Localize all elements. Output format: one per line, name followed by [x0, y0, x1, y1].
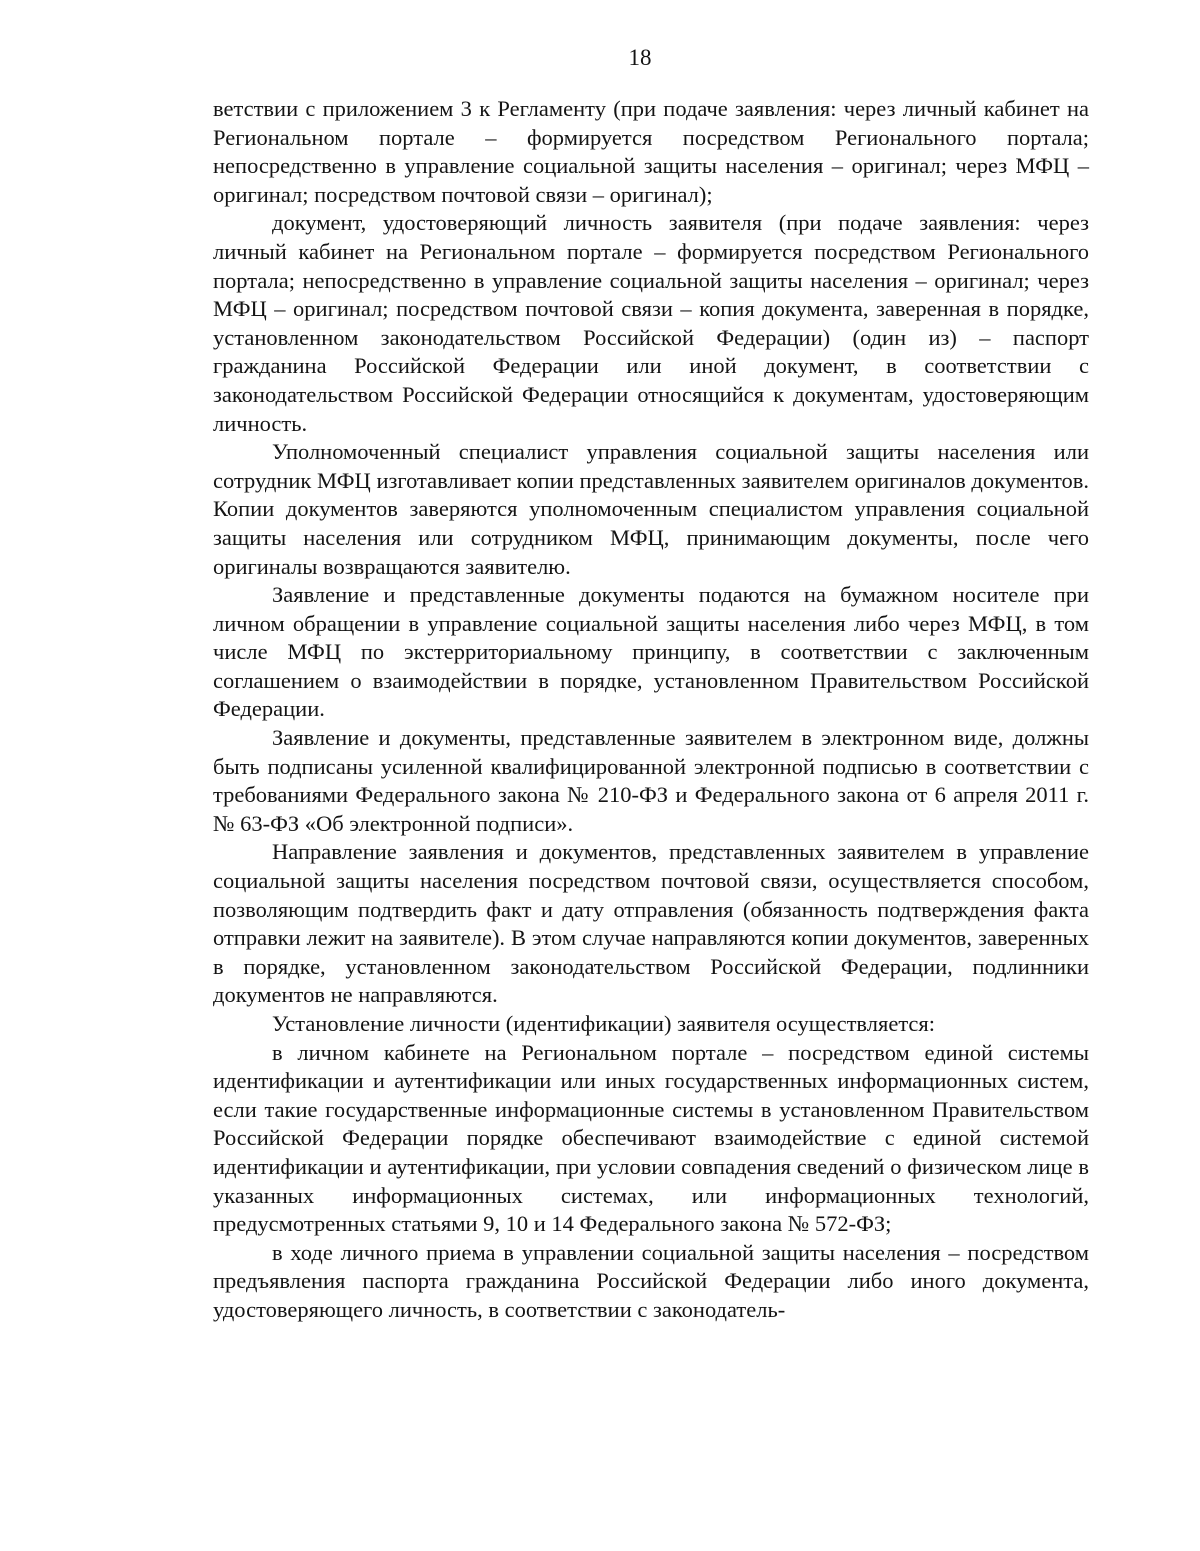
paragraph-identification-in-person: в ходе личного приема в управлении социальной защиты населения – посредством предъявления паспорта гражданина Российской Федерации либо иного документа, удостоверяющего личность, в соответствии с законодатель- — [213, 1239, 1089, 1322]
paragraph-postal-submission: Направление заявления и документов, представленных заявителем в управление социальной защиты населения посредством почтовой связи, осуществляется способом, позволяющим подтвердить факт и дату отправления (обязанность подтверждения факта отправки лежит на заявителе). В этом случае направляются копии документов, заверенных в порядке, установленном законодательством Российской Федерации, подлинники документов не направляются. — [213, 839, 1089, 1008]
paragraph-electronic-signature: Заявление и документы, представленные заявителем в электронном виде, должны быть подписаны усиленной квалифицированной электронной подписью в соответствии с требованиями Федерального закона № 210-ФЗ и Федерального закона от 6 апреля 2011 г. № 63-ФЗ «Об электронной подписи». — [213, 725, 1089, 836]
paragraph-continuation: ветствии с приложением 3 к Регламенту (при подаче заявления: через личный кабинет на Региональном портале – формируется посредством Регионального портала; непосредственно в управление социальной защиты населения – оригинал; через МФЦ – оригинал; посредством почтовой связи – оригинал); — [213, 96, 1089, 207]
paragraph-paper-submission: Заявление и представленные документы подаются на бумажном носителе при личном обращении в управление социальной защиты населения либо через МФЦ, в том числе МФЦ по экстерриториальному принципу, в соответствии с заключенным соглашением о взаимодействии в порядке, установленном Правительством Российской Федерации. — [213, 582, 1089, 722]
page-number: 18 — [628, 45, 652, 70]
paragraph-document-copies: Уполномоченный специалист управления социальной защиты населения или сотрудник МФЦ изготавливает копии представленных заявителем оригиналов документов. Копии документов заверяются уполномоченным специалистом управления социальной защиты населения или сотрудником МФЦ, принимающим документы, после чего оригиналы возвращаются заявителю. — [213, 439, 1089, 579]
paragraph-identification-intro: Установление личности (идентификации) заявителя осуществляется: — [272, 1011, 936, 1036]
paragraph-identification-portal: в личном кабинете на Региональном портале – посредством единой системы идентификации и аутентификации или иных государственных информационных систем, если такие государственные информационные системы в установленном Правительством Российской Федерации порядке обеспечивают взаимодействие с единой системой идентификации и аутентификации, при условии совпадения сведений о физическом лице в указанных информационных системах, или информационных технологий, предусмотренных статьями 9, 10 и 14 Федерального закона № 572-ФЗ; — [213, 1039, 1089, 1237]
paragraph-identity-document: документ, удостоверяющий личность заявителя (при подаче заявления: через личный кабинет на Региональном портале – формируется посредством Регионального портала; непосредственно в управление социальной защиты населения – оригинал; через МФЦ – оригинал; посредством почтовой связи – копия документа, заверенная в порядке, установленном законодательством Российской Федерации) (один из) – паспорт гражданина Российской Федерации или иной документ, в соответствии с законодательством Российской Федерации относящийся к документам, удостоверяющим личность. — [213, 210, 1089, 436]
document-body — [213, 95, 1089, 1325]
